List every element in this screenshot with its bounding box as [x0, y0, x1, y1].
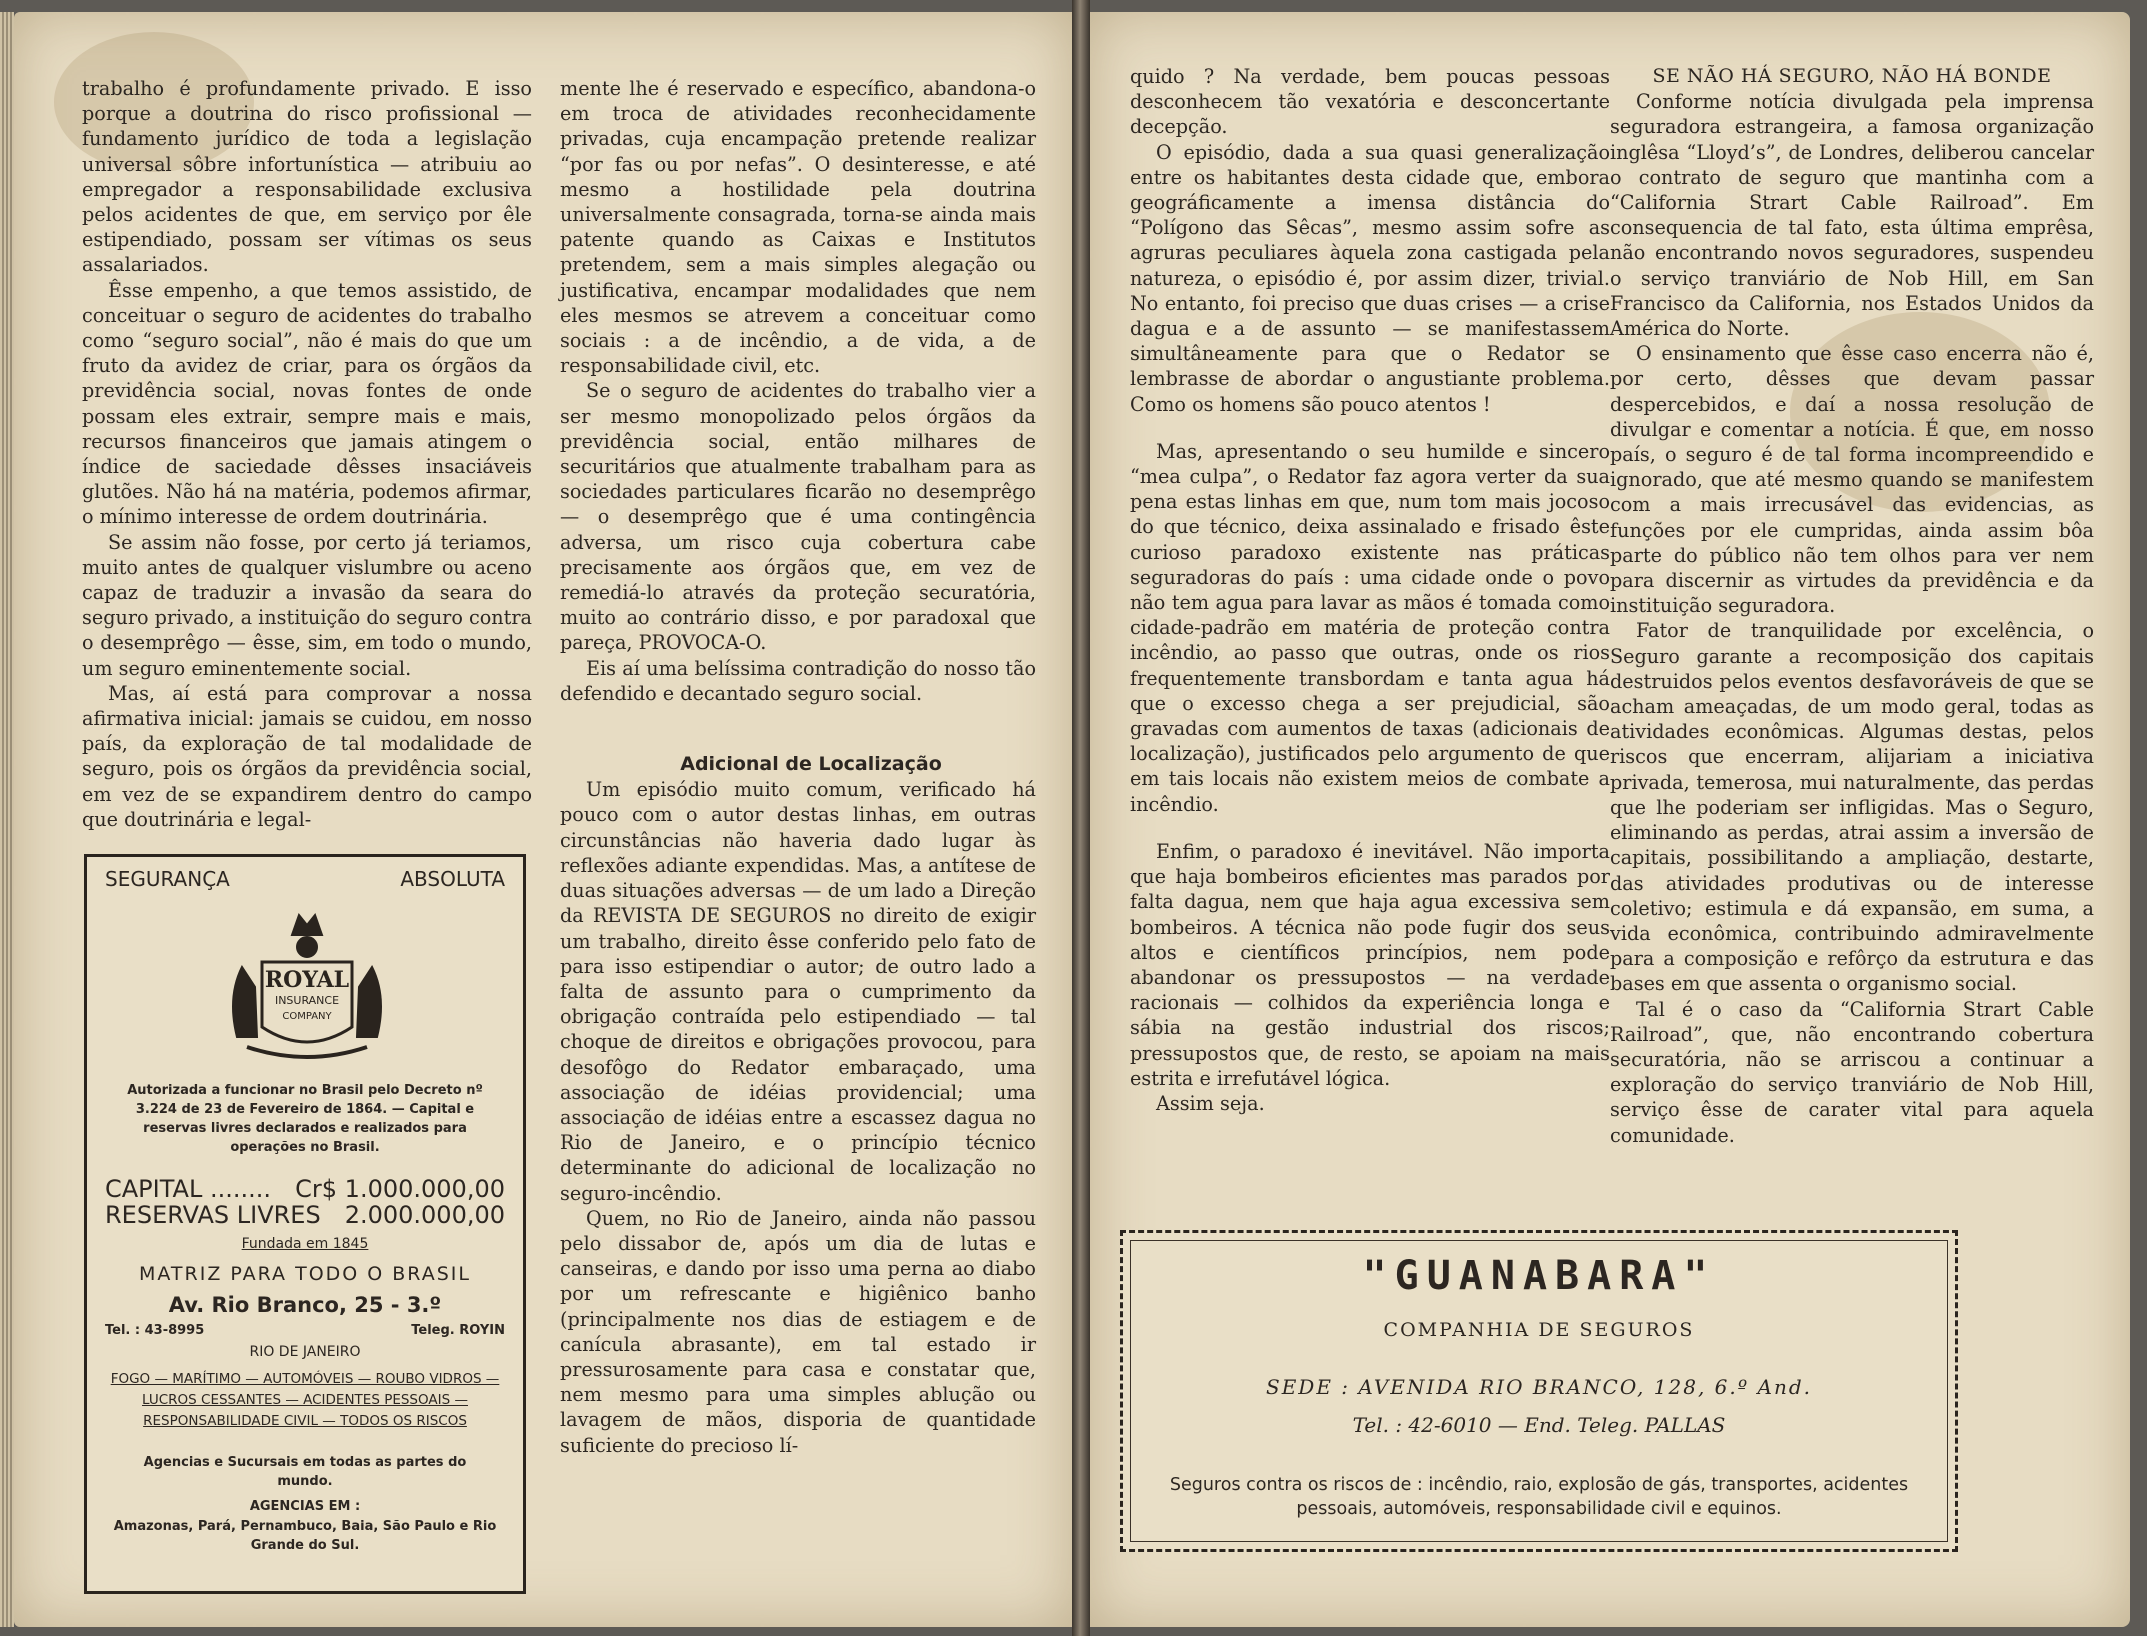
royal-insurance-ad: [84, 854, 526, 1594]
paragraph: Se assim não fosse, por certo já teriamos, muito antes de qualquer vislumbre ou aceno capaz de traduzir a invasão da seara do seguro privado, a instituição do seguro contra o desemprêgo — êsse, sim, em todo o mundo, um seguro eminentemente social.: [82, 530, 532, 680]
paragraph: quido ? Na verdade, bem poucas pessoas desconhecem tão vexatória e desconcertante decepção.: [1130, 65, 1610, 139]
paragraph: mente lhe é reservado e específico, abandona-o em troca de atividades reconhecidamente privadas, cuja encampação pretende realizar “por fas ou por nefas”. O desinteresse, e até mesmo a hostilidade pela doutrina universalmente consagrada, torna-se ainda mais patente quando as Caixas e Institutos pretendem, sem a mais simples alegação ou justificativa, encampar modalidades que nem eles mesmos se atrevem a conceituar como sociais : a de incêndio, a de vida, a de responsabilidade civil, etc.: [560, 77, 1036, 378]
ad-tagline-left: SEGURANÇA: [105, 867, 230, 891]
matriz-heading: MATRIZ PARA TODO O BRASIL: [139, 1263, 471, 1285]
ad-address: Av. Rio Branco, 25 - 3.º: [168, 1293, 442, 1317]
paragraph: trabalho é profundamente privado. E isso porque a doutrina do risco profissional — fundamento jurídico de toda a legislação universal sôbre infortunística — atribuiu ao empregador a responsabilidade exclusiva pelos acidentes de que, em serviço por êle estipendiado, possam ser vítimas os seus assalariados.: [82, 77, 532, 277]
ad-headquarters: SEDE : AVENIDA RIO BRANCO, 128, 6.º And.: [1266, 1375, 1812, 1399]
paragraph: Êsse empenho, a que temos assistido, de conceituar o seguro de acidentes do trabalho como “seguro social”, não é mais do que um fruto da avidez de criar, para os órgãos da previdência social, novas fontes de onde possam eles extrair, sempre mais e mais, recursos financeiros que jamais atingem o índice de saciedade dêsses insaciáveis glutões. Não há na matéria, podemos afirmar, o mínimo interesse de ordem doutrinária.: [82, 278, 532, 529]
logo-royal-text: ROYAL: [264, 967, 350, 993]
paragraph: Fator de tranquilidade por excelência, o Seguro garante a recomposição dos capitais destruidos pelos eventos desfavoráveis de que se acham ameaçadas, de um modo geral, todas as atividades econômicas. Algumas destas, pelos riscos que encerram, alijariam a iniciativa privada, temerosa, mui naturalmente, das perdas que lhe poderiam ser infligidas. Mas o Seguro, eliminando as perdas, atrai assim a inversão de capitais, possibilitando a ampliação, destarte, das atividades produtivas ou de interesse coletivo; estimula e dá expansão, em suma, a vida econômica, contribuindo admiravelmente para a composição e refôrço da estrutura e das bases em que assenta o organismo social.: [1610, 619, 2094, 996]
ad-phone: Tel. : 42-6010 — End. Teleg. PALLAS: [1352, 1413, 1726, 1437]
ad-agencies-title: AGENCIAS EM :: [249, 1499, 361, 1514]
ad-insurance-lines: FOGO — MARÍTIMO — AUTOMÓVEIS — ROUBO VIDROS — LUCROS CESSANTES — ACIDENTES PESSOAIS — RESPONSABILIDADE CIVIL — TODOS OS RISCOS: [110, 1371, 500, 1429]
ad-authorization: Autorizada a funcionar no Brasil pelo Decreto nº 3.224 de 23 de Fevereiro de 1864. — Capital e reservas livres declarados e realizados para operações no Brasil.: [127, 1083, 483, 1155]
royal-crest-logo: [207, 907, 407, 1072]
ad-city: RIO DE JANEIRO: [249, 1344, 361, 1360]
founded-year: Fundada em 1845: [241, 1236, 369, 1252]
section-heading: Adicional de Localização: [680, 753, 942, 776]
ad-description: Seguros contra os riscos de : incêndio, raio, explosão de gás, transportes, acidentes pessoais, automóveis, responsabilidade civil e equinos.: [1169, 1475, 1909, 1519]
logo-insurance-text: INSURANCE: [274, 994, 340, 1007]
left-column-2: [560, 76, 1036, 1458]
reservas-value: 2.000.000,00: [344, 1201, 505, 1229]
ad-phone: Tel. : 43-8995: [105, 1323, 205, 1338]
ad-subtitle: COMPANHIA DE SEGUROS: [1383, 1319, 1695, 1341]
ad-title: "GUANABARA": [1362, 1253, 1716, 1299]
ad-tagline-right: ABSOLUTA: [400, 867, 505, 891]
logo-company-text: COMPANY: [282, 1011, 332, 1022]
ad-telegraph: Teleg. ROYIN: [411, 1323, 505, 1338]
reservas-label: RESERVAS LIVRES: [105, 1201, 321, 1229]
guanabara-insurance-ad: [1120, 1230, 1958, 1552]
paragraph: Quem, no Rio de Janeiro, ainda não passou pelo dissabor de, após um dia de lutas e canseiras, e dando por isso uma perna ao diabo por um refrescante e higiênico banho (principalmente nos dias de estiagem e de canícula abrasante), em tal estado ir pressurosamente para casa e constatar que, nem mesmo para uma simples ablução ou lavagem de mãos, disporia de quantidade suficiente do precioso lí-: [560, 1206, 1036, 1457]
right-column-1: [1130, 64, 1610, 1116]
paragraph: Conforme notícia divulgada pela imprensa seguradora estrangeira, a famosa organização inglêsa “Lloyd’s”, de Londres, deliberou cancelar o contrato de seguro que mantinha com a “California Strart Cable Railroad”. Em consequencia de tal fato, esta última emprêsa, não encontrando novos seguradores, suspendeu o serviço tranviário de Nob Hill, em San Francisco da California, nos Estados Unidos da América do Norte.: [1610, 90, 2094, 341]
right-column-2: [1610, 64, 2094, 1148]
paragraph: O episódio, dada a sua quasi generalização entre os habitantes desta cidade que, embora geográficamente a imensa distância do “Polígono das Sêcas”, mesmo assim sofre as agruras peculiares àquela zona castigada pela natureza, o episódio é, por assim dizer, trivial. No entanto, foi preciso que duas crises — a crise dagua e a de assunto — se manifestassem simultâneamente para que o Redator se lembrasse de abordar o angustiante problema. Como os homens são pouco atentos !: [1130, 140, 1610, 416]
left-page: [14, 12, 1072, 1627]
paragraph: Eis aí uma belíssima contradição do nosso tão defendido e decantado seguro social.: [560, 656, 1036, 705]
paragraph: Assim seja.: [1156, 1091, 1265, 1115]
paragraph: Enfim, o paradoxo é inevitável. Não importa que haja bombeiros eficientes mas parados por falta dagua, nem que haja agua excessiva sem bombeiros. A técnica não pode fugir dos seus altos e científicos princípios, nem pode abandonar os pressupostos — na verdade racionais — colhidos da experiência longa e sábia na gestão industrial dos riscos; pressupostos que, de resto, se apoiam na mais estrita e irrefutável lógica.: [1130, 839, 1610, 1090]
ad-agencies-note: Agencias e Sucursais em todas as partes do mundo.: [143, 1455, 467, 1489]
capital-label: CAPITAL ........: [105, 1175, 271, 1203]
capital-value: Cr$ 1.000.000,00: [295, 1175, 505, 1203]
page-edges: [0, 12, 14, 1627]
left-column-1: [82, 76, 532, 832]
paragraph: O ensinamento que êsse caso encerra não é, por certo, dêsses que devam passar despercebidos, e daí a nossa resolução de divulgar e comentar a notícia. É que, em nosso país, o seguro é de tal forma incompreendido e ignorado, que até mesmo quando se manifestem com a mais irrecusável das evidencias, as funções por ele cumpridas, ainda assim bôa parte do público não tem olhos para ver nem para discernir as virtudes da previdência e da instituição seguradora.: [1610, 342, 2094, 618]
paragraph: Mas, apresentando o seu humilde e sincero “mea culpa”, o Redator faz agora verter da sua pena estas linhas em que, num tom mais jocoso do que técnico, deixa assinalado e frisado êste curioso paradoxo existente nas práticas seguradoras do país : uma cidade onde o povo não tem agua para lavar as mãos é tomada como cidade-padrão em matéria de proteção contra incêndio, ao passo que outras, onde os rios frequentemente transbordam e tanta agua há que o excesso chega a ser prejudicial, são gravadas com aumentos de taxas (adicionais de localização), justificados pelo argumento de que em tais locais não existem meios de combate a incêndio.: [1130, 439, 1610, 816]
paragraph: Um episódio muito comum, verificado há pouco com o autor destas linhas, em outras circunstâncias não haveria dado lugar às reflexões adiante expendidas. Mas, a antítese de duas situações adversas — de um lado a Direção da REVISTA DE SEGUROS no direito de exigir um trabalho, direito êsse conferido pelo fato de para isso estipendiar o autor; de outro lado a falta de assunto para o cumprimento da obrigação contraída pelo estipendiado — tal choque de direitos e obrigações provocou, para desofôgo do Redator embaraçado, uma associação de idéias providencial; uma associação de idéias entre a escassez dagua no Rio de Janeiro, e o princípio técnico determinante do adicional de localização no seguro-incêndio.: [560, 778, 1036, 1205]
paragraph: Se o seguro de acidentes do trabalho vier a ser mesmo monopolizado pelos órgãos da previdência social, então milhares de securitários que atualmente trabalham para as sociedades particulares ficarão no desemprêgo — o desemprêgo que é uma contingência adversa, um risco cuja cobertura cabe precisamente aos órgãos que, em vez de remediá-lo através da proteção securatória, muito ao contrário disso, e por paradoxal que pareça, PROVOCA-O.: [560, 379, 1036, 655]
paragraph: Mas, aí está para comprovar a nossa afirmativa inicial: jamais se cuidou, em nosso país, da exploração de tal modalidade de seguro, pois os órgãos da previdência social, em vez de se expandirem dentro do campo que doutrinária e legal-: [82, 681, 532, 831]
section-heading: SE NÃO HÁ SEGURO, NÃO HÁ BONDE: [1652, 65, 2052, 87]
book-gutter: [1072, 0, 1090, 1636]
ad-agencies-list: Amazonas, Pará, Pernambuco, Baia, São Paulo e Rio Grande do Sul.: [113, 1519, 497, 1553]
paragraph: Tal é o caso da “California Strart Cable Railroad”, que, não encontrando cobertura securatória, não se arriscou a continuar a exploração do serviço tranviário de Nob Hill, serviço êsse de carater vital para aquela comunidade.: [1610, 997, 2094, 1147]
